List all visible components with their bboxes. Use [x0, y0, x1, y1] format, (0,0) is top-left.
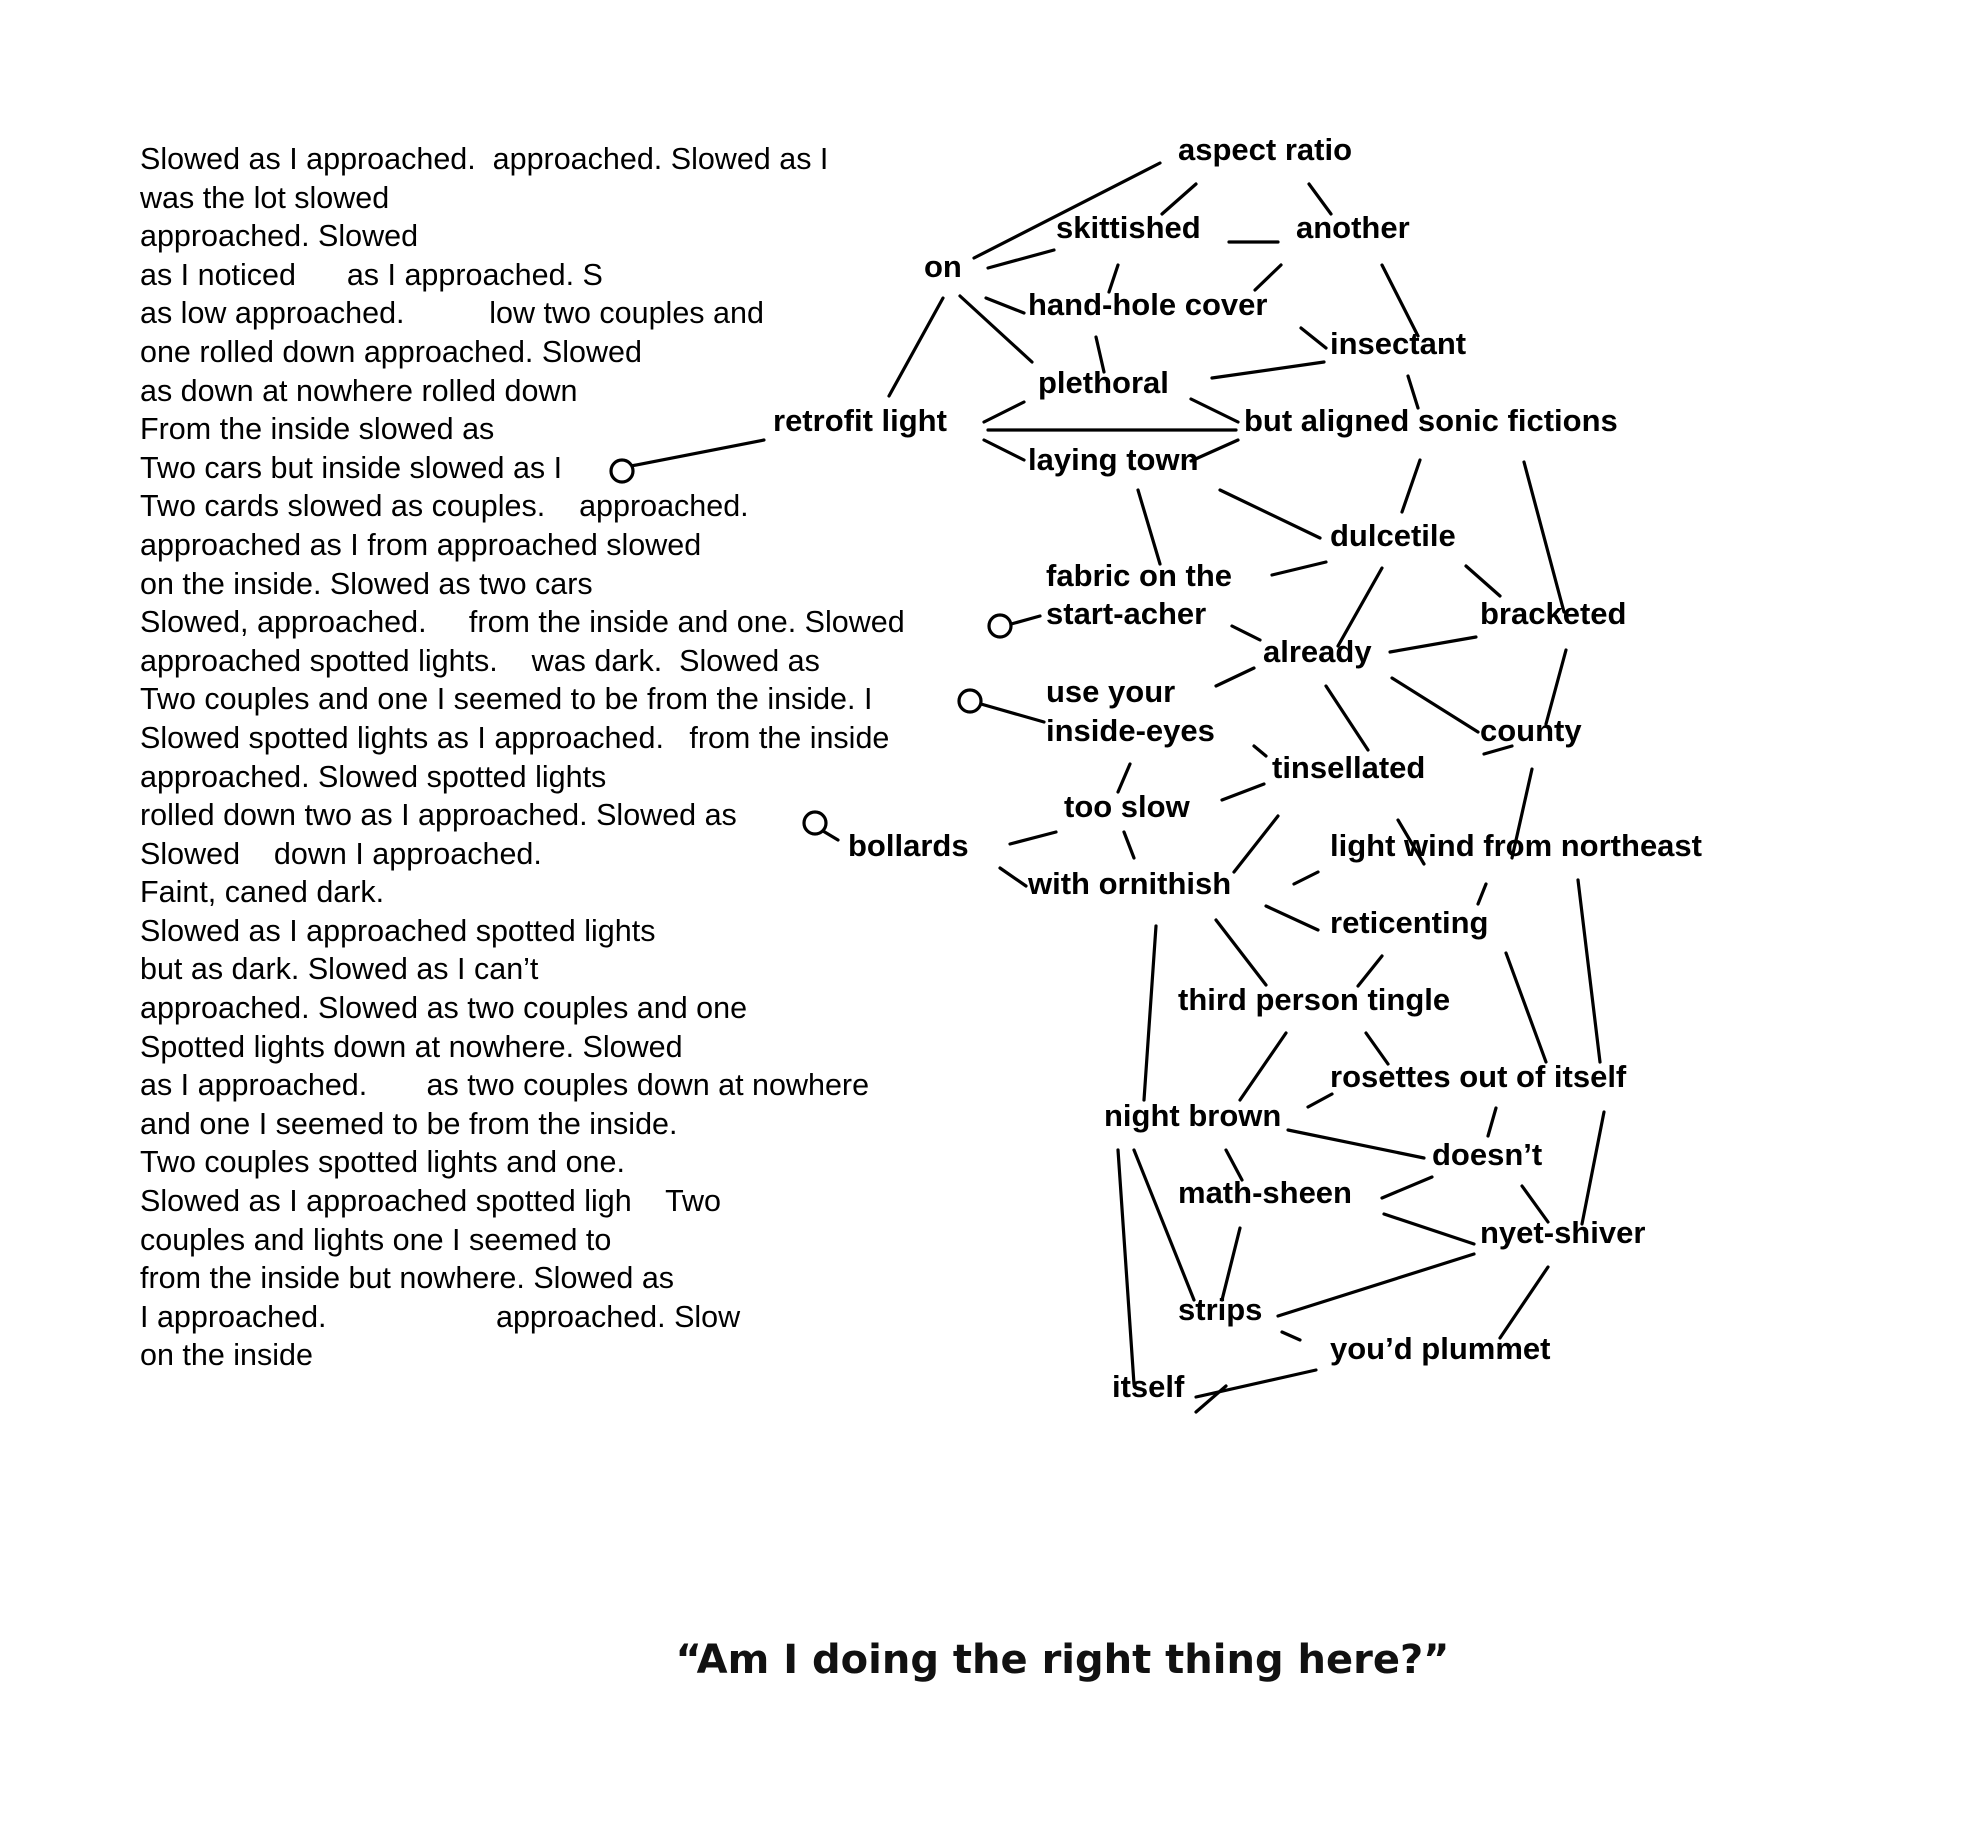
node-math-sheen: math-sheen [1178, 1175, 1352, 1210]
graph-edge [1124, 832, 1134, 858]
poem-line: on the inside. Slowed as two cars [140, 566, 593, 601]
poem-line: approached as I from approached slowed [140, 527, 702, 562]
graph-edge [1384, 1214, 1474, 1244]
node-county: county [1480, 713, 1582, 748]
graph-edge [1392, 678, 1478, 732]
poem-line: approached spotted lights. was dark. Slowed as [140, 643, 820, 678]
graph-edge [1118, 1150, 1134, 1384]
node-bollards: bollards [848, 828, 969, 863]
graph-edge [986, 298, 1024, 313]
graph-edge [1216, 668, 1254, 686]
node-third-person-tingle: third person tingle [1178, 982, 1451, 1017]
graph-edge [1118, 764, 1130, 792]
poem-line: as low approached. low two couples and [140, 296, 764, 331]
poem-line: approached. Slowed [140, 219, 419, 254]
node-strips: strips [1178, 1292, 1263, 1327]
poem-line: Slowed, approached. from the inside and one. Slowed [140, 605, 905, 640]
node-too-slow: too slow [1064, 789, 1190, 824]
poem-line: Slowed as I approached. approached. Slowed as I [140, 142, 829, 176]
poem-line: I approached. approached. Slow [140, 1299, 741, 1334]
poem-line: Two couples and one I seemed to be from the inside. I [140, 682, 873, 717]
graph-edge [988, 250, 1054, 268]
node-tinsellated: tinsellated [1272, 750, 1426, 785]
node-rosettes-out-of-itself: rosettes out of itself [1330, 1059, 1627, 1094]
poem-line: was the lot slowed [140, 180, 390, 215]
graph-edge [1524, 462, 1564, 612]
graph-edge [1144, 926, 1156, 1100]
graph-edge [1266, 906, 1318, 930]
poem-line: Slowed as I approached spotted lights [140, 913, 656, 948]
graph-edge [1326, 686, 1368, 750]
node-aspect-ratio: aspect ratio [1178, 132, 1353, 167]
node-plethoral: plethoral [1038, 365, 1169, 400]
graph-edge [1278, 1254, 1474, 1316]
poem-line: Slowed spotted lights as I approached. from the inside [140, 720, 890, 755]
poem-line: Spotted lights down at nowhere. Slowed [140, 1029, 683, 1064]
graph-edge [1578, 880, 1600, 1062]
poem-line: rolled down two as I approached. Slowed as [140, 798, 737, 833]
poem-line: as I approached. as two couples down at nowhere [140, 1068, 870, 1103]
node-bracketed: bracketed [1480, 596, 1627, 631]
poem-line: Two cars but inside slowed as I [140, 450, 563, 485]
graph-edge [1191, 399, 1238, 422]
graph-edge [1000, 868, 1026, 886]
node-skittished: skittished [1056, 210, 1201, 245]
poem-line: but as dark. Slowed as I can’t [140, 952, 539, 987]
graph-edge [1488, 1108, 1496, 1136]
poem-line: and one I seemed to be from the inside. [140, 1106, 678, 1141]
node-already: already [1263, 634, 1372, 669]
graph-edge [1212, 362, 1324, 378]
graph-edge [1288, 1130, 1424, 1158]
node-doesnt: doesn’t [1432, 1137, 1543, 1172]
node-laying-town: laying town [1028, 442, 1199, 477]
poem-line: one rolled down approached. Slowed [140, 334, 642, 369]
graph-edge [1582, 1112, 1604, 1224]
graph-edge [1402, 460, 1420, 512]
graph-edge [984, 402, 1024, 422]
node-use-your: use your [1046, 674, 1176, 709]
node-insectant: insectant [1330, 326, 1467, 361]
graph-edge [1301, 328, 1326, 348]
connector-ring-icon [804, 812, 826, 834]
node-light-wind-from-northeast: light wind from northeast [1330, 828, 1702, 863]
poem-connectors [611, 440, 1044, 840]
node-fabric-on-the: fabric on the [1046, 558, 1233, 593]
poem-line: as I noticed as I approached. S [140, 257, 603, 292]
graph-labels [773, 132, 1702, 1404]
graph-edge [1294, 872, 1318, 884]
graph-edge [1308, 1094, 1332, 1107]
graph-edge [1500, 1267, 1548, 1338]
graph-edge [1254, 746, 1266, 756]
graph-edge [889, 298, 943, 396]
poem-line: Two couples spotted lights and one. [140, 1145, 625, 1180]
graph-edge [1466, 566, 1500, 596]
node-dulcetile: dulcetile [1330, 518, 1456, 553]
graph-edge [1390, 637, 1476, 652]
node-inside-eyes: inside-eyes [1046, 713, 1215, 748]
connector-ring-icon [611, 460, 633, 482]
poem-line: Slowed as I approached spotted ligh Two [140, 1184, 722, 1219]
node-retrofit-light: retrofit light [773, 403, 947, 438]
poem-line: on the inside [140, 1338, 313, 1373]
graph-edge [1234, 816, 1278, 872]
graph-edge [1010, 832, 1056, 844]
connector-line [974, 702, 1044, 722]
node-hand-hole-cover: hand-hole cover [1028, 287, 1268, 322]
node-nyet-shiver: nyet-shiver [1480, 1215, 1646, 1250]
node-another: another [1296, 210, 1410, 245]
graph-edge [1216, 920, 1266, 985]
graph-edge [1272, 562, 1326, 575]
node-with-ornithish: with ornithish [1028, 866, 1232, 901]
graph-edge [1232, 626, 1260, 640]
connector-line [626, 440, 764, 467]
poem-line: Slowed down I approached. [140, 836, 542, 871]
connector-ring-icon [989, 615, 1011, 637]
graph-edge [1196, 1370, 1316, 1397]
graph-edge [984, 440, 1024, 460]
connector-ring-icon [959, 690, 981, 712]
node-reticenting: reticenting [1330, 905, 1489, 940]
graph-edge [1222, 784, 1264, 800]
node-night-brown: night brown [1104, 1098, 1282, 1133]
node-start-acher: start-acher [1046, 596, 1207, 631]
graph-edge [960, 296, 1032, 362]
graph-edge [1478, 884, 1486, 904]
graph-edge [1138, 490, 1160, 564]
graph-edge [1220, 490, 1320, 538]
graph-edge [1382, 1177, 1432, 1198]
poem-line: From the inside slowed as [140, 412, 495, 447]
node-on: on [924, 249, 962, 284]
poem-line: Two cards slowed as couples. approached. [140, 489, 749, 524]
graph-edge [1134, 1150, 1194, 1300]
poem-line: approached. Slowed spotted lights [140, 759, 607, 794]
poem-line: as down at nowhere rolled down [140, 373, 578, 408]
node-itself: itself [1112, 1369, 1185, 1404]
poem-line: approached. Slowed as two couples and one [140, 991, 748, 1026]
poem-line: couples and lights one I seemed to [140, 1222, 612, 1257]
node-youd-plummet: you’d plummet [1330, 1331, 1551, 1366]
caption: “Am I doing the right thing here?” [675, 1637, 1450, 1683]
node-but-aligned-sonic-fictions: but aligned sonic fictions [1244, 403, 1618, 438]
graph-edge [1240, 1033, 1286, 1100]
graph-edge [1282, 1332, 1300, 1340]
graph-edge [1506, 953, 1546, 1062]
poem-line: from the inside but nowhere. Slowed as [140, 1261, 675, 1296]
poem-line: Faint, caned dark. [140, 875, 385, 910]
graph-edge [1222, 1228, 1240, 1300]
